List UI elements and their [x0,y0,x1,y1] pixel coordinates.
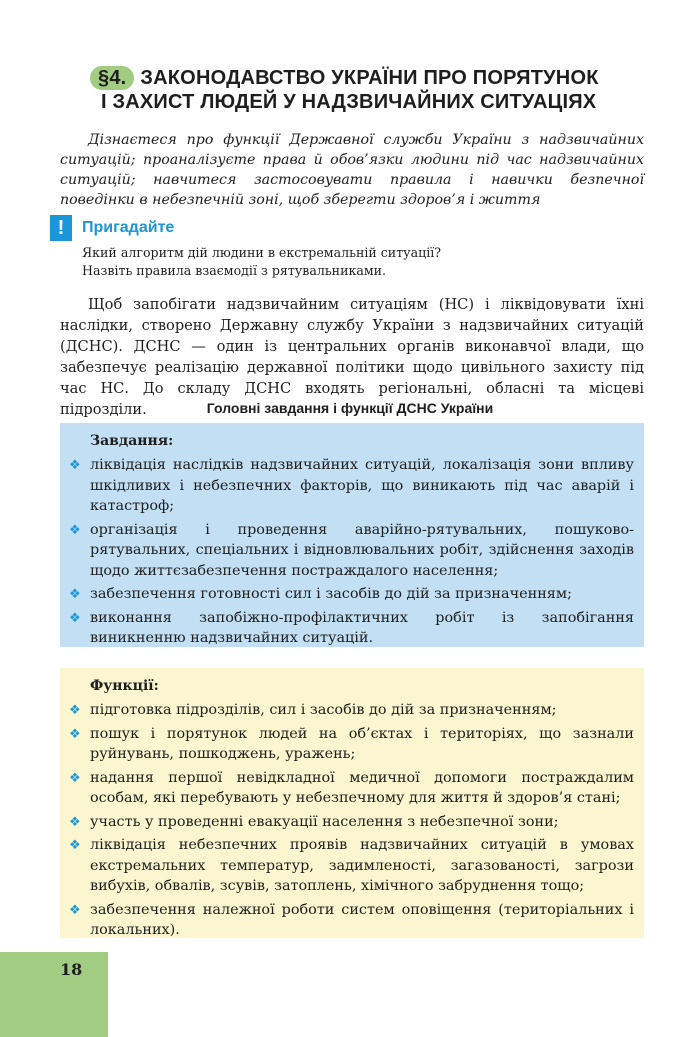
functions-title: Функції: [90,678,159,694]
intro-text: Дізнаєтеся про функції Державної служби України з надзвичайних ситуацій; проаналізуєте права й обов’язки людини під час надзвичайних ситуацій; навчитеся застосовувати правила і навички безпечної поведінки в небезпечній зоні, щоб зберегти здоров’я і життя [60,132,644,208]
list-item [69,812,634,833]
list-item [69,700,634,721]
recall-question: Який алгоритм дій людини в екстремальній ситуації? [82,245,441,260]
table-title: Головні завдання і функції ДСНС України [206,400,494,416]
page-corner-tab [0,952,108,1037]
recall-title: Пригадайте [82,219,175,236]
recall-questions [82,244,642,280]
list-item [69,900,634,941]
list-item [69,584,634,605]
body-paragraph: Щоб запобігати надзвичайним ситуаціям (НС) і ліквідовувати їхні наслідки, створено Державну службу України з надзвичайних ситуацій (ДСНС). ДСНС — один із центральних органів виконавчої влади, що забезпечує реалізацію державної політики щодо цивільного захисту під час НС. До складу ДСНС входять регіональні, обласні та місцеві підрозділи. [60,296,644,418]
diamond-bullet-icon: ❖ [69,726,81,742]
intro-paragraph [60,130,644,210]
diamond-bullet-icon: ❖ [69,703,81,718]
function-text: підготовка підрозділів, сил і засобів до дій за призначенням; [90,702,557,718]
list-item [69,724,634,765]
tasks-title: Завдання: [90,433,174,449]
list-item [69,608,634,649]
task-text: виконання запобіжно-профілактичних робіт із запобігання виникненню надзвичайних ситуацій. [90,609,634,646]
list-item [69,835,634,897]
function-text: участь у проведенні евакуації населення з небезпечної зони; [90,813,559,830]
list-item [69,768,634,809]
section-number-badge: §4. [90,66,134,90]
functions-list [69,700,634,941]
diamond-bullet-icon: ❖ [69,610,81,626]
diamond-bullet-icon: ❖ [69,458,81,473]
task-text: забезпечення готовності сил і засобів до дій за призначенням; [90,586,572,602]
heading-text-1: ЗАКОНОДАВСТВО УКРАЇНИ ПРО ПОРЯТУНОК [140,67,599,89]
diamond-bullet-icon: ❖ [69,587,81,602]
diamond-bullet-icon: ❖ [69,838,81,853]
functions-panel [60,668,644,938]
diamond-bullet-icon: ❖ [69,770,81,786]
task-text: ліквідація наслідків надзвичайних ситуацій, локалізація зони впливу шкідливих і небезпечних факторів, що виникають під час аварій і катастроф; [90,457,634,514]
heading-text-2: І ЗАХИСТ ЛЮДЕЙ У НАДЗВИЧАЙНИХ СИТУАЦІЯХ [101,91,597,113]
list-item [69,455,634,517]
recall-question: Назвіть правила взаємодії з рятувальниками. [82,263,387,278]
section-heading [90,66,650,114]
diamond-bullet-icon: ❖ [69,814,81,830]
list-item [69,520,634,582]
function-text: ліквідація небезпечних проявів надзвичайних ситуацій в умовах екстремальних температур, задимленості, загазованості, загрози вибухів, обвалів, зсувів, затоплень, хімічного забруднення тощо; [90,837,634,894]
function-text: пошук і порятунок людей на об’єктах і територіях, що зазнали руйнувань, пошкоджень, уражень; [90,725,634,762]
function-text: надання першої невідкладної медичної допомоги постраждалим особам, які перебувають у небезпечному для життя й здоров’я стані; [90,769,634,806]
heading-line-1 [90,66,650,90]
function-text: забезпечення належної роботи систем оповіщення (територіальних і локальних). [90,901,634,938]
page-number: 18 [60,960,83,979]
task-text: організація і проведення аварійно-рятувальних, пошуково-рятувальних, спеціальних і відновлювальних робіт, здійснення заходів щодо життєзабезпечення постраждалого населення; [90,521,634,579]
diamond-bullet-icon: ❖ [69,902,81,918]
exclamation-icon: ! [50,215,72,241]
tasks-list [69,455,634,649]
diamond-bullet-icon: ❖ [69,522,81,538]
tasks-panel [60,423,644,647]
